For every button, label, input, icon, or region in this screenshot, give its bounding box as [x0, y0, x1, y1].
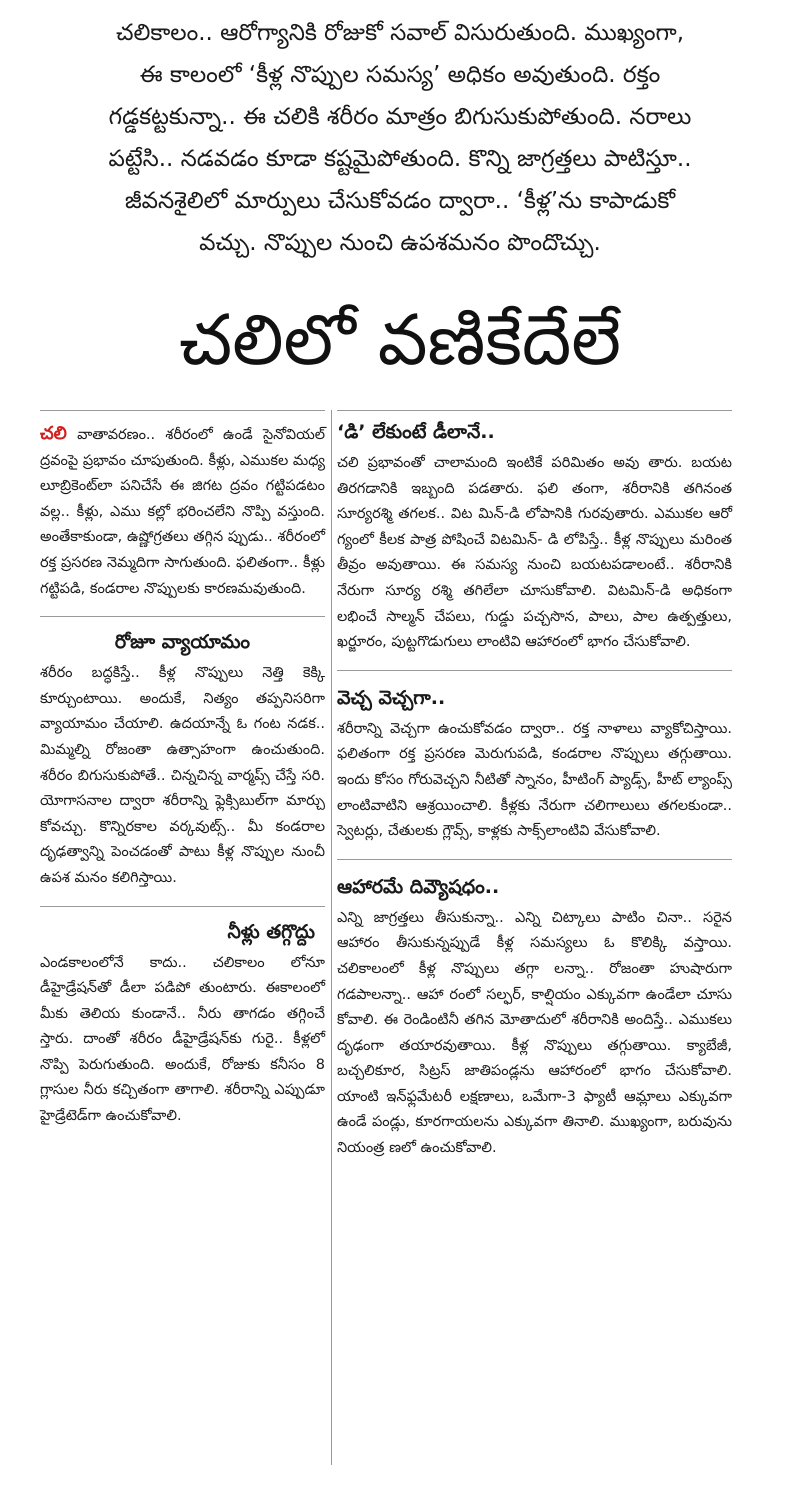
intro-line: పట్టేసి.. నడవడం కూడా కష్టమైపోతుంది. కొన్ని జాగ్రత్తలు పాటిస్తూ.. — [108, 146, 692, 172]
section-rule — [40, 906, 325, 907]
first-line-text: వాతావరణం.. శరీరంలో ఉండే — [66, 427, 253, 443]
intro-line: గడ్డకట్టకున్నా.. ఈ చలికి శరీరం మాత్రం బిగుసుకుపోతుంది. నరాలు — [108, 104, 692, 130]
section-cold-effects — [40, 421, 325, 602]
section-heading: ఆహారమే దివ్యౌషధం.. — [337, 875, 500, 898]
section-daily-exercise — [40, 629, 325, 891]
section-keep-warm — [337, 685, 732, 845]
section-text: శరీరం బద్ధకిస్తే.. కీళ్ల నొప్పులు నెత్తి కెక్కి కూర్చుంటాయి. అందుకే, నిత్యం తప్పనిసరిగా వ్యాయామం చేయాలి. ఉదయాన్నే ఓ గంట నడక.. మిమ్మల్ని రోజంతా ఉత్సాహంగా ఉంచుతుంది. శరీరం బిగుసుకుపోతే.. చిన్నచిన్న వార్మప్స్ చేస్తే సరి. యోగాసనాల ద్వారా శరీరాన్ని ఫ్లెక్సిబుల్‌గా మార్చు కోవచ్చు. కొన్నిరకాల వర్కవుట్స్.. మీ కండరాల దృఢత్వాన్ని పెంచడంతో పాటు కీళ్ల నొప్పుల నుంచీ ఉపశ మనం కలిగిస్తాయి. — [40, 665, 325, 886]
section-food-medicine — [337, 874, 732, 1162]
intro-line: చలికాలం.. ఆరోగ్యానికి రోజుకో సవాల్ విసురుతుంది. ముఖ్యంగా, — [115, 20, 685, 46]
body-text: సైనోవియల్ ద్రవంపై ప్రభావం చూపుతుంది. కీళ్లు, ఎముకల మధ్య లూబ్రికెంట్‌లా పనిచేసే ఈ జిగట ద్రవం గట్టిపడటం వల్ల.. కీళ్లు, ఎము కల్లో భరించలేని నొప్పి వస్తుంది. అంతేకాకుండా, ఉష్ణోగ్రతలు తగ్గిన ప్పుడు.. శరీరంలో రక్త ప్రసరణ నెమ్మదిగా సాగుతుంది. ఫలితంగా.. కీళ్లు గట్టిపడి, కండరాల నొప్పులకు కారణమవుతుంది. — [40, 427, 326, 597]
section-heading: రోజూ వ్యాయామం — [114, 631, 251, 654]
right-column — [337, 410, 732, 1162]
intro-paragraph — [40, 12, 760, 264]
left-column — [40, 410, 325, 1130]
dropcap-word: చలి — [40, 423, 67, 444]
section-heading: నీళ్లు తగ్గొద్దు — [227, 920, 315, 943]
section-rule — [337, 859, 732, 860]
article-headline: చలిలో వణికేదేలే — [179, 299, 621, 381]
section-text: ఎన్ని జాగ్రత్తలు తీసుకున్నా.. ఎన్ని చిట్కాలు పాటిం చినా.. సరైన ఆహారం తీసుకున్నప్పుడే కీళ్ల సమస్యలు ఓ కొలిక్కి వస్తాయి. చలికాలంలో కీళ్ల నొప్పులు తగ్గా లన్నా.. రోజంతా హుషారుగా గడపాలన్నా.. ఆహా రంలో సల్ఫర్, కాల్షియం ఎక్కువగా ఉండేలా చూసు కోవాలి. ఈ రెండింటినీ తగిన మోతాదులో శరీరానికి అందిస్తే.. ఎముకలు దృఢంగా తయారవుతాయి. కీళ్ల నొప్పులు తగ్గుతాయి. క్యాబేజీ, బచ్చలికూర, సిట్రస్ జాతిపండ్లను ఆహారంలో భాగం చేసుకోవాలి. యాంటి ఇన్‌ఫ్లమేటరీ లక్షణాలు, ఒమేగా-3 ఫ్యాటీ ఆమ్లాలు ఎక్కువగా ఉండే పండ్లు, కూరగాయలను ఎక్కువగా తినాలి. ముఖ్యంగా, బరువును నియంత్ర ణలో ఉంచుకోవాలి. — [337, 909, 732, 1157]
section-rule — [337, 670, 732, 671]
intro-line: వచ్చు. నొప్పుల నుంచి ఉపశమనం పొందొచ్చు. — [199, 230, 601, 256]
section-text: శరీరాన్ని వెచ్చగా ఉంచుకోవడం ద్వారా.. రక్త నాళాలు వ్యాకోచిస్తాయి. ఫలితంగా రక్త ప్రసరణ మెరుగుపడి, కండరాల నొప్పులు తగ్గుతాయి. ఇందు కోసం గోరువెచ్చని నీటితో స్నానం, హీటింగ్ ప్యాడ్స్, హీట్ ల్యాంప్స్ లాంటివాటిని ఆశ్రయించాలి. కీళ్లకు నేరుగా చలిగాలులు తగలకుండా.. స్వెటర్లు, చేతులకు గ్లౌవ్స్, కాళ్లకు సాక్స్‌లాంటివి వేసుకోవాలి. — [337, 720, 732, 840]
intro-line: ఈ కాలంలో ‘కీళ్ల నొప్పుల సమస్య’ అధికం అవుతుంది. రక్తం — [139, 62, 661, 88]
section-vitamin-d — [337, 419, 732, 656]
section-text: చలి ప్రభావంతో చాలామంది ఇంటికే పరిమితం అవు తారు. బయట తిరగడానికి ఇబ్బంది పడతారు. ఫలి తంగా, శరీరానికి తగినంత సూర్యరశ్మి తగలక.. విట మిన్-డి లోపానికి గురవుతారు. ఎముకల ఆరో గ్యంలో కీలక పాత్ర పోషించే విటమిన్- డి లోపిస్తే.. కీళ్ల నొప్పులు మరింత తీవ్రం అవుతాయి. ఈ సమస్య నుంచి బయటపడాలంటే.. శరీరానికి నేరుగా సూర్య రశ్మి తగిలేలా చూసుకోవాలి. విటమిన్-డి అధికంగా లభించే సాల్మన్ చేపలు, గుడ్డు పచ్చసొన, పాలు, పాల ఉత్పత్తులు, ఖర్జూరం, పుట్టగొడుగులు లాంటివి ఆహారంలో భాగం చేసుకోవాలి. — [337, 455, 732, 651]
section-heading: ‘డి’ లేకుంటే డీలానే.. — [337, 421, 495, 443]
section-heading: వెచ్చ వెచ్చగా.. — [337, 686, 446, 709]
section-water — [40, 919, 325, 1130]
intro-line: జీవనశైలిలో మార్పులు చేసుకోవడం ద్వారా.. ‘కీళ్ల’ను కాపాడుకో — [124, 188, 676, 214]
column-divider — [331, 410, 332, 1465]
section-rule — [337, 410, 732, 411]
section-rule — [40, 410, 325, 411]
section-text: ఎండకాలంలోనే కాదు.. చలికాలం లోనూ డీహైడ్రేషన్‌తో డీలా పడిపో తుంటారు. ఈకాలంలో మీకు తెలియ కుండానే.. నీరు తాగడం తగ్గించే స్తారు. దాంతో శరీరం డీహైడ్రేషన్‌కు గురై.. కీళ్లలో నొప్పి పెరుగుతుంది. అందుకే, రోజుకు కనీసం 8 గ్లాసుల నీరు కచ్చితంగా తాగాలి. శరీరాన్ని ఎప్పుడూ హైడ్రేటెడ్‌గా ఉంచుకోవాలి. — [40, 954, 325, 1125]
section-rule — [40, 616, 325, 617]
section-text — [40, 421, 325, 602]
